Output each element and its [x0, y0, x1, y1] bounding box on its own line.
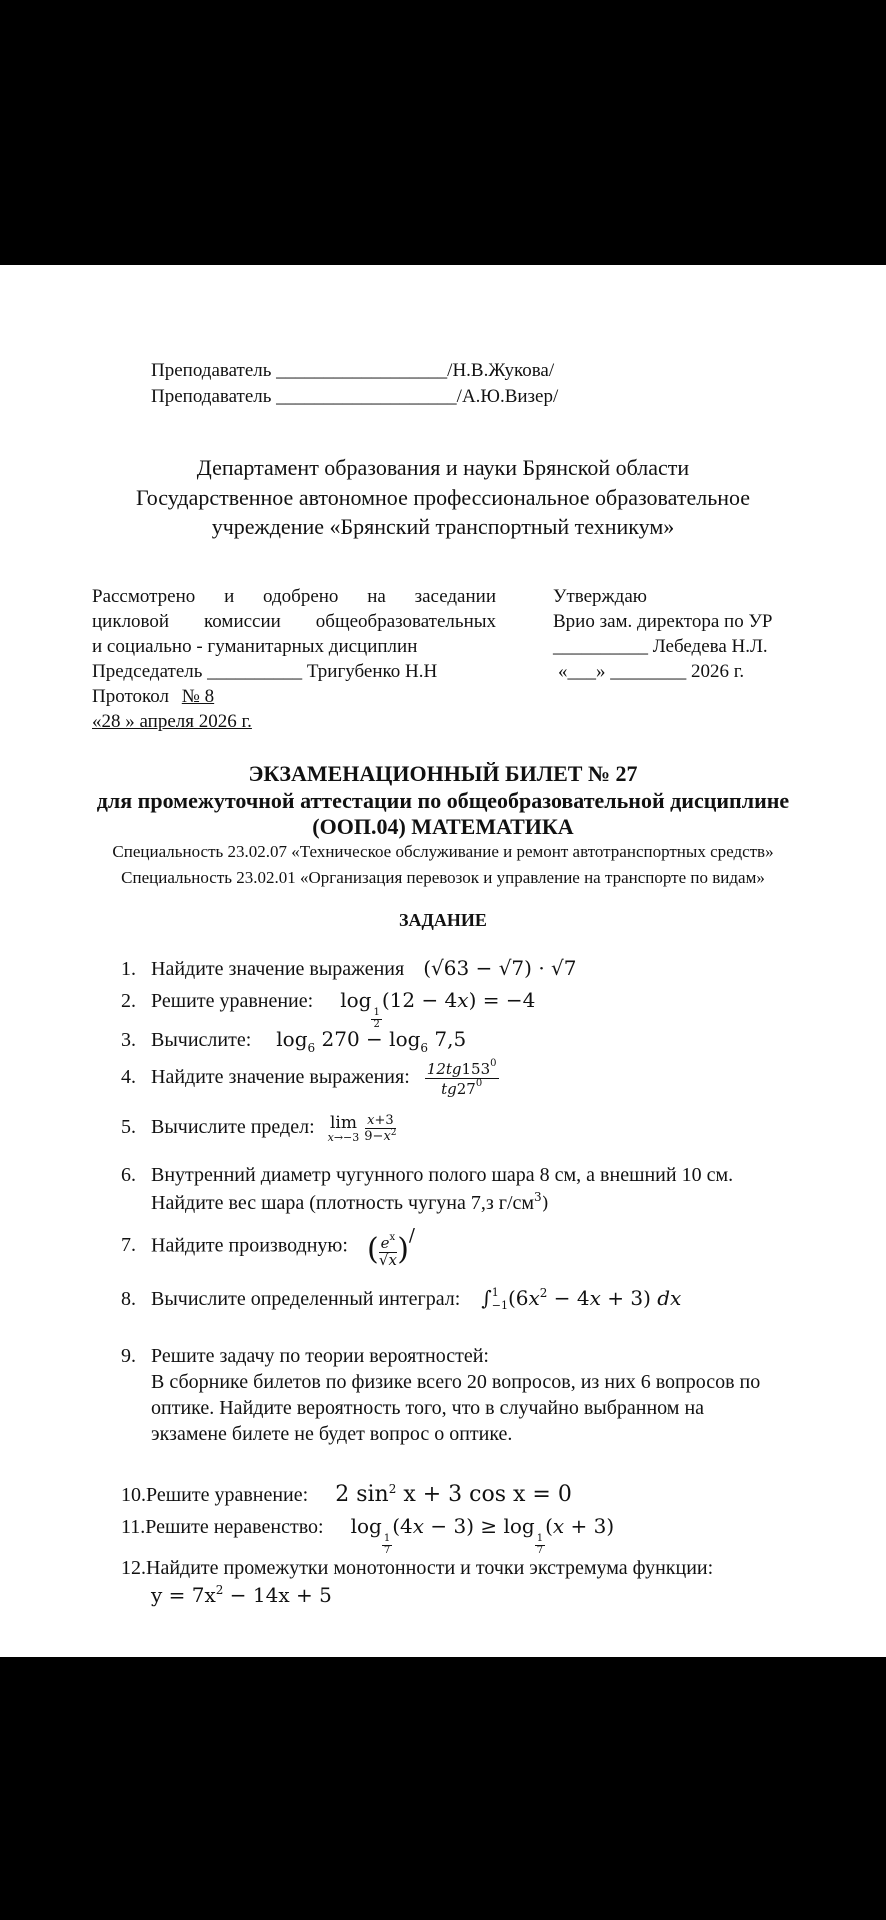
ticket-title: ЭКЗАМЕНАЦИОННЫЙ БИЛЕТ № 27 — [248, 761, 638, 786]
task-1: 1. Найдите значение выражения (√63 − √7) · √7 — [121, 956, 577, 980]
document-page — [0, 265, 886, 1657]
task-12: 12.Найдите промежутки монотонности и точки экстремума функции: — [121, 1557, 714, 1579]
signature-label: Преподаватель — [151, 386, 272, 407]
signature-name: /Н.В.Жукова/ — [447, 360, 555, 381]
approve-date: «___» ________ 2026 г. — [558, 661, 745, 682]
task-6: 6. Внутренний диаметр чугунного полого шара 8 см, а внешний 10 см. — [121, 1164, 734, 1186]
protocol-number: № 8 — [181, 686, 215, 707]
protocol-date: «28 » апреля 2026 г. — [92, 711, 252, 732]
task-10: 10.Решите уравнение: 2 $\sin^2 x + 3$ cos x = 0 — [121, 1482, 572, 1507]
signature-line-1 — [151, 360, 554, 382]
task-title: ЗАДАНИЕ — [399, 910, 487, 930]
task-2-formula: log $\frac{1}{2}$ (12 − 4x) = −4 — [340, 988, 536, 1030]
approve-position: Врио зам. директора по УР — [553, 611, 773, 632]
signature-line-2 — [151, 386, 558, 408]
task-9: 9. Решите задачу по теории вероятностей: — [121, 1345, 489, 1367]
task-8: 8. Вычислите определенный интеграл: ∫ 1 −1 $(6x^2 - 4x + 3)$ dx — [121, 1286, 682, 1312]
task-9-line-2: В сборнике билетов по физике всего 20 вопросов, из них 6 вопросов по — [151, 1371, 761, 1393]
signature-blank: __________________ — [276, 360, 448, 381]
task-10-formula: 2 $\sin^2 x + 3$ cos x = 0 — [335, 1482, 572, 1507]
department-line-2: Государственное автономное профессиональное образовательное — [135, 485, 751, 510]
discipline-title: (ООП.04) МАТЕМАТИКА — [312, 814, 574, 839]
approval-line-2: цикловой комиссии общеобразовательных — [92, 611, 496, 632]
chairman-line: Председатель __________ Тригубенко Н.Н — [92, 661, 438, 682]
task-11: 11.Решите неравенство: log $\frac{1}{7}$ (4x − 3) ≥ log $\frac{1}{7}$ (x + 3) — [121, 1514, 615, 1556]
task-4-formula: $\frac{12tg153^0}{tg27^0}$ — [426, 1058, 497, 1098]
protocol-line: Протокол № 8 — [92, 686, 215, 707]
specialty-1: Специальность 23.02.07 «Техническое обслуживание и ремонт автотранспортных средств» — [112, 842, 774, 861]
signature-blank: ___________________ — [276, 386, 457, 407]
department-line-3: учреждение «Брянский транспортный техникум» — [211, 514, 675, 539]
task-5: 5. Вычислите предел: lim x→−3 $\frac{x+3}{9-x^2}$ — [121, 1112, 397, 1144]
task-7: 7. Найдите производную: ( $\frac{e^x}{√x}$ )/ — [121, 1225, 415, 1269]
approve-signature: __________ Лебедева Н.Л. — [553, 636, 768, 657]
ticket-subtitle: для промежуточной аттестации по общеобразовательной дисциплине — [96, 788, 790, 813]
task-8-formula: ∫ 1 −1 $(6x^2 - 4x + 3)$ dx — [481, 1286, 682, 1312]
approval-line-1: Рассмотрено и одобрено на заседании — [92, 586, 496, 607]
department-line-1: Департамент образования и науки Брянской области — [196, 455, 690, 480]
signature-label: Преподаватель — [151, 360, 272, 381]
task-3: 3. Вычислите: $\log_6 270 - \log_6 7,5$ — [121, 1027, 467, 1055]
task-5-limit: lim x→−3 — [327, 1112, 360, 1144]
task-5-fraction: $\frac{x+3}{9-x^2}$ — [364, 1113, 397, 1144]
task-9-line-4: экзамене билете не будет вопрос о оптике. — [151, 1423, 513, 1445]
task-7-formula: ( $\frac{e^x}{√x}$ )/ — [366, 1225, 415, 1269]
approval-line-3: и социально - гуманитарных дисциплин — [92, 636, 418, 657]
specialty-2: Специальность 23.02.01 «Организация перевозок и управление на транспорте по видам» — [121, 868, 765, 887]
task-12-formula: $y = 7x^2 - 14x + 5$ — [151, 1583, 332, 1607]
task-6-line-2: Найдите вес шара (плотность чугуна 7,з $г/см^3$) — [151, 1190, 549, 1214]
task-11-formula: log $\frac{1}{7}$ (4x − 3) ≥ log $\frac{1}{7}$ (x + 3) — [350, 1514, 615, 1556]
approve-title: Утверждаю — [553, 586, 647, 607]
task-1-formula: (√63 − √7) · √7 — [423, 956, 577, 980]
task-3-formula: $\log_6 270 - \log_6 7,5$ — [276, 1027, 467, 1055]
task-9-line-3: оптике. Найдите вероятность того, что в случайно выбранном на — [151, 1397, 705, 1419]
task-2: 2. Решите уравнение: log $\frac{1}{2}$ (12 − 4x) = −4 — [121, 988, 536, 1030]
task-4: 4. Найдите значение выражения: $\frac{12tg153^0}{tg27^0}$ — [121, 1058, 497, 1098]
signature-name: /А.Ю.Визер/ — [456, 386, 559, 407]
